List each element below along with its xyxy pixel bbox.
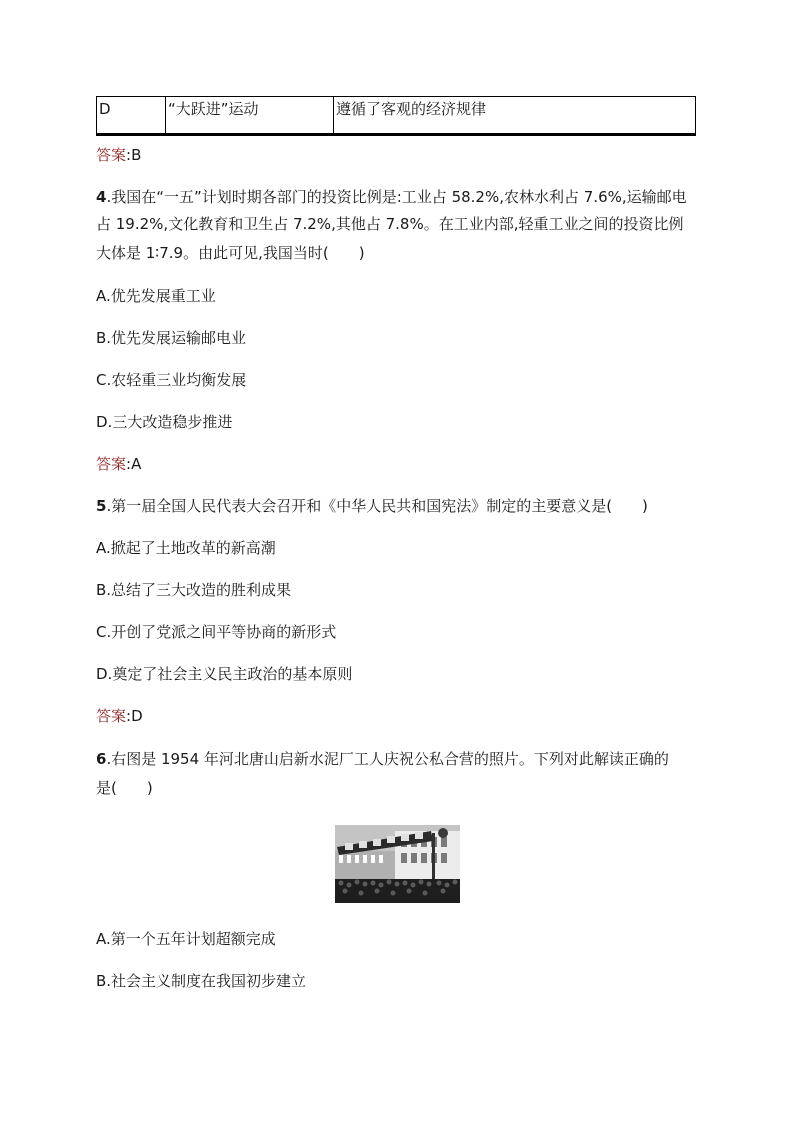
answer-label: 答案	[96, 146, 127, 164]
answer-value: :A	[126, 455, 142, 473]
answer-line-q4	[96, 454, 141, 474]
question-text: .右图是 1954 年河北唐山启新水泥厂工人庆祝公私合营的照片。下列对此解读正确的	[106, 750, 669, 768]
question-6-line-2: 是( )	[96, 779, 153, 797]
q5-option-b: B.总结了三大改造的胜利成果	[96, 581, 292, 599]
question-number: 6	[96, 750, 107, 768]
q6-option-b: B.社会主义制度在我国初步建立	[96, 972, 307, 990]
question-5-line-1	[96, 496, 648, 516]
answer-value: :B	[126, 146, 142, 164]
answer-line-q5	[96, 706, 143, 726]
question-number: 4	[96, 188, 107, 206]
answer-value: :D	[126, 707, 143, 725]
table-cell-description: 遵循了客观的经济规律	[336, 100, 487, 118]
table-cell-event: “大跃进”运动	[166, 97, 334, 133]
q4-option-c: C.农轻重三业均衡发展	[96, 371, 247, 389]
answer-label: 答案	[96, 707, 127, 725]
q6-option-a: A.第一个五年计划超额完成	[96, 930, 276, 948]
question-text: .第一届全国人民代表大会召开和《中华人民共和国宪法》制定的主要意义是( )	[106, 497, 648, 515]
q4-option-b: B.优先发展运输邮电业	[96, 329, 247, 347]
table-cell-option: D	[97, 97, 166, 133]
question-4-line-3: 大体是 1∶7.9。由此可见,我国当时( )	[96, 244, 365, 262]
q4-option-a: A.优先发展重工业	[96, 287, 216, 305]
q5-option-d: D.奠定了社会主义民主政治的基本原则	[96, 665, 353, 683]
historical-photo	[335, 825, 460, 903]
question-4-line-1	[96, 187, 687, 207]
question-6-line-1	[96, 749, 669, 769]
question-number: 5	[96, 497, 107, 515]
question-text: .我国在“一五”计划时期各部门的投资比例是:工业占 58.2%,农林水利占 7.6%,运输邮电	[106, 188, 687, 206]
q5-option-a: A.掀起了土地改革的新高潮	[96, 539, 276, 557]
answer-line-q3	[96, 145, 141, 165]
q5-option-c: C.开创了党派之间平等协商的新形式	[96, 623, 337, 641]
answer-label: 答案	[96, 455, 127, 473]
question-4-line-2: 占 19.2%,文化教育和卫生占 7.2%,其他占 7.8%。在工业内部,轻重工业之间的投资比例	[96, 215, 684, 233]
q4-option-d: D.三大改造稳步推进	[96, 413, 233, 431]
answer-table-row	[96, 96, 696, 136]
